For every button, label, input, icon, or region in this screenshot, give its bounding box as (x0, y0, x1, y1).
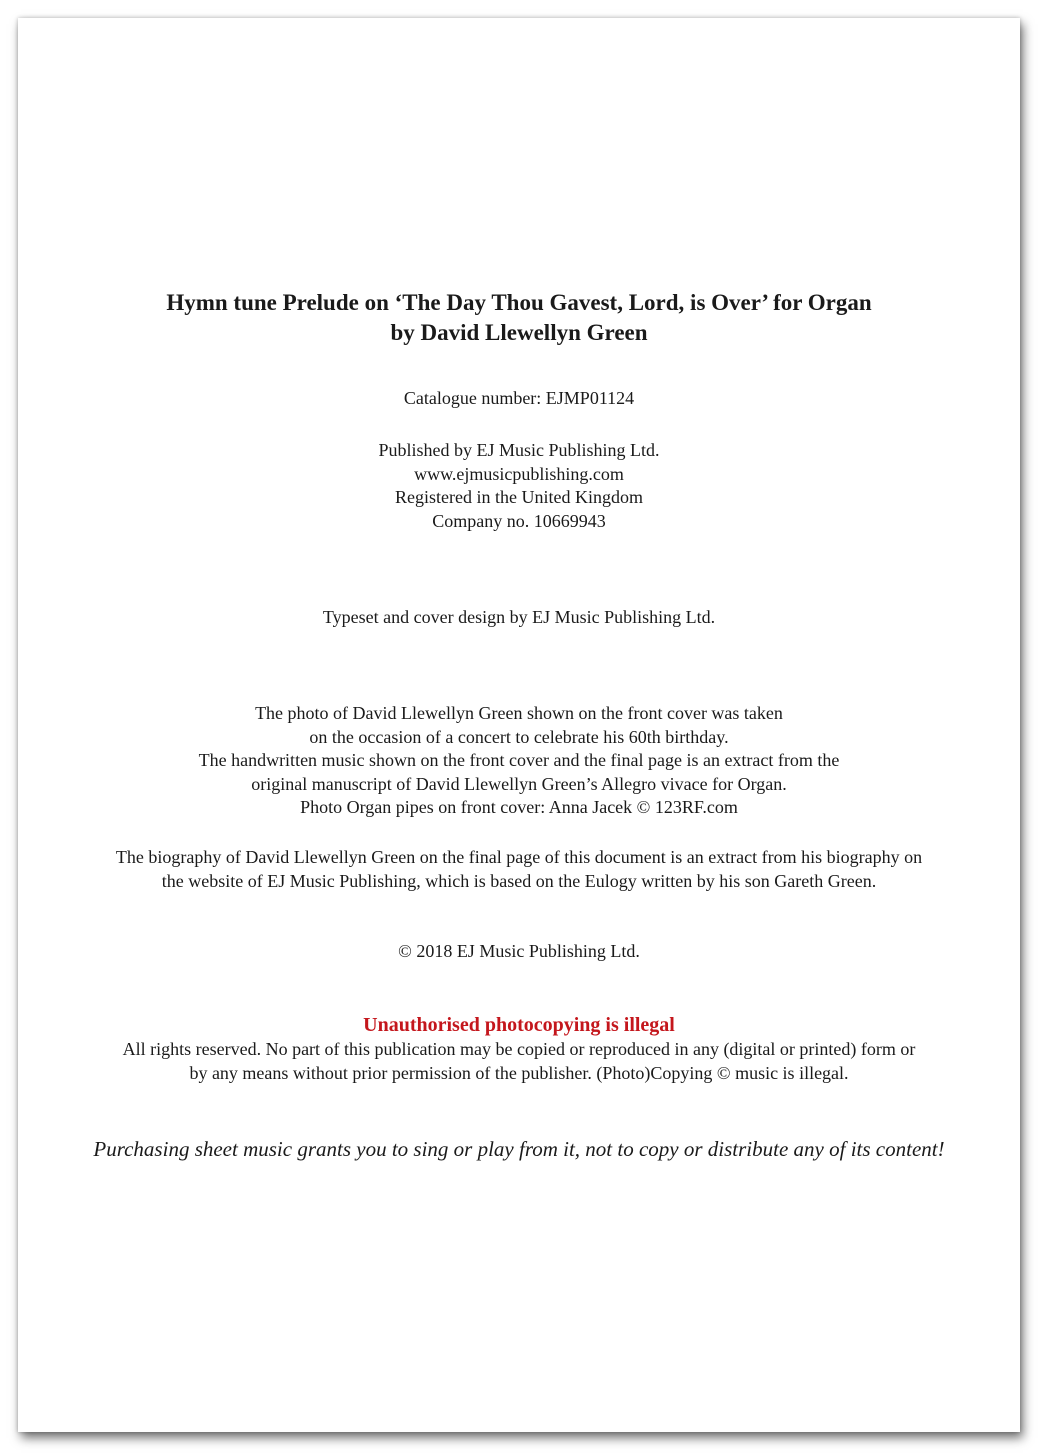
copyright-notice (18, 940, 1020, 963)
rights-line-2: by any means without prior permission of the publisher. (Photo)Copying © music is illegal. (189, 1062, 849, 1083)
biography-line-2: the website of EJ Music Publishing, which is based on the Eulogy written by his son Gareth Green. (161, 870, 877, 891)
page-title (18, 288, 1020, 348)
biography-line-1: The biography of David Llewellyn Green on the final page of this document is an extract from his biography on (115, 847, 923, 867)
catalogue-number (18, 387, 1020, 410)
typeset-text: Typeset and cover design by EJ Music Publishing Ltd. (322, 607, 716, 627)
notice-text: Purchasing sheet music grants you to sing or play from it, not to copy or distribute any of its content! (93, 1137, 945, 1161)
publisher-info (18, 439, 1020, 533)
rights-line-1: All rights reserved. No part of this publication may be copied or reproduced in any (digital or printed) form or (122, 1039, 916, 1059)
rights-reserved (18, 1038, 1020, 1085)
image-credits (18, 702, 1020, 820)
credits-line-4: original manuscript of David Llewellyn Green’s Allegro vivace for Organ. (251, 773, 787, 794)
document-page (18, 18, 1020, 1432)
copyright-text: © 2018 EJ Music Publishing Ltd. (398, 941, 640, 961)
photocopying-warning (18, 1013, 1020, 1037)
title-line-2: by David Llewellyn Green (390, 320, 648, 345)
publisher-company-number: Company no. 10669943 (432, 510, 606, 531)
credits-line-3: The handwritten music shown on the front cover and the final page is an extract from the (198, 750, 840, 770)
warning-text: Unauthorised photocopying is illegal (363, 1014, 675, 1036)
credits-line-1: The photo of David Llewellyn Green shown on the front cover was taken (255, 703, 783, 723)
biography-note (18, 846, 1020, 893)
purchase-notice (18, 1136, 1020, 1162)
publisher-registration: Registered in the United Kingdom (395, 487, 643, 507)
publisher-name: Published by EJ Music Publishing Ltd. (378, 440, 660, 460)
catalogue-text: Catalogue number: EJMP01124 (403, 388, 635, 408)
credits-line-5: Photo Organ pipes on front cover: Anna Jacek © 123RF.com (300, 797, 738, 817)
credits-line-2: on the occasion of a concert to celebrate his 60th birthday. (309, 726, 729, 747)
typeset-credit (18, 606, 1020, 629)
title-line-1: Hymn tune Prelude on ‘The Day Thou Gavest, Lord, is Over’ for Organ (166, 290, 872, 315)
publisher-website: www.ejmusicpublishing.com (414, 463, 624, 484)
